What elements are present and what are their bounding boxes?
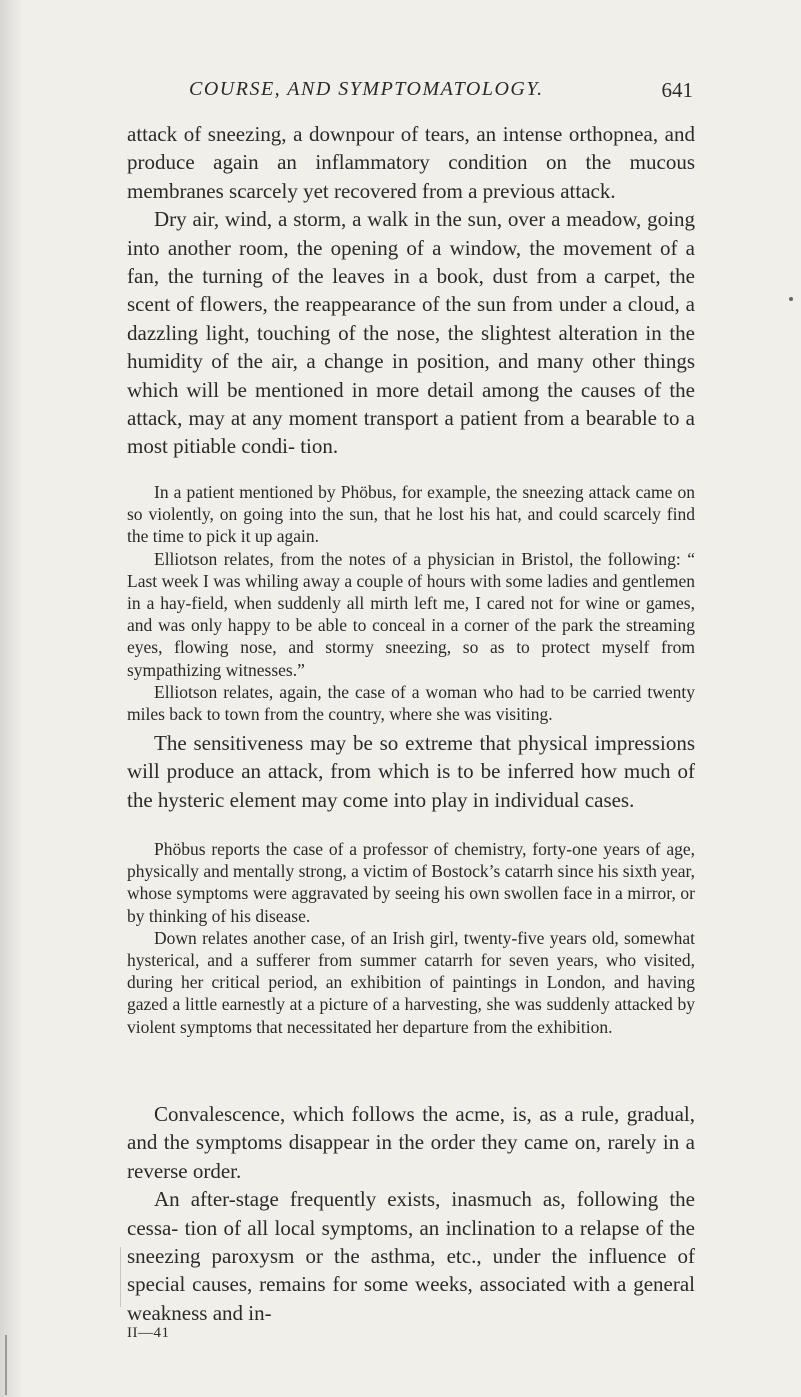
running-title: COURSE, AND SYMPTOMATOLOGY. [189, 78, 544, 100]
body-text-block-2 [127, 729, 695, 814]
paragraph-phobus-hat: In a patient mentioned by Phöbus, for example, the sneezing attack came on so violently, on going into the sun, that he lost his hat, and could scarcely find the time to pick it up again. [127, 482, 695, 547]
paragraph-convalescence: Convalescence, which follows the acme, is, as a rule, gradual, and the symptoms disappear in the order they came on, rarely in a reverse order. [127, 1102, 695, 1183]
body-text-block-1 [127, 120, 695, 461]
paragraph-continuation: attack of sneezing, a downpour of tears, an intense orthopnea, and produce again an inflammatory condition on the mucous membranes scarcely yet recovered from a previous attack. [127, 122, 695, 203]
paragraph-elliotson-bristol: Elliotson relates, from the notes of a physician in Bristol, the following: “ Last week I was whiling away a couple of hours with some ladies and gentlemen in a hay-field, when suddenly all mirth left me, I cared not for wine or games, and was only happy to be able to conceal in a corner of the park the streaming eyes, flowing nose, and stormy sneezing, so as to protect myself from sympathizing witnesses.” [127, 548, 695, 680]
signature-mark: II—41 [127, 1325, 170, 1341]
small-text-block-2 [127, 838, 695, 1038]
page-number: 641 [661, 78, 693, 102]
running-head [127, 78, 695, 104]
margin-mark [5, 1335, 7, 1395]
paragraph-sensitiveness: The sensitiveness may be so extreme that physical impressions will produce an attack, from which is to be inferred how much of the hysteric element may come into play in individual cases. [127, 731, 695, 812]
body-text-block-3 [127, 1100, 695, 1327]
margin-rule [120, 1247, 121, 1307]
paragraph-down-irish-girl: Down relates another case, of an Irish girl, twenty-five years old, somewhat hysterical, and a sufferer from summer catarrh for seven years, who visited, during her critical period, an exhibition of paintings in London, and having gazed a little earnestly at a picture of a harvesting, she was suddenly attacked by violent symptoms that necessitated her departure from the exhibition. [127, 927, 695, 1037]
paragraph-after-stage: An after-stage frequently exists, inasmuch as, following the cessa- tion of all local symptoms, an inclination to a relapse of the sneezing paroxysm or the asthma, etc., under the influence of special causes, remains for some weeks, associated with a general weakness and in- [127, 1187, 695, 1325]
page-edge-shadow [0, 0, 22, 1397]
paragraph-elliotson-woman: Elliotson relates, again, the case of a woman who had to be carried twenty miles back to town from the country, where she was visiting. [127, 681, 695, 725]
margin-dot [789, 297, 793, 301]
paragraph-causes: Dry air, wind, a storm, a walk in the sun, over a meadow, going into another room, the opening of a window, the movement of a fan, the turning of the leaves in a book, dust from a carpet, the scent of flowers, the reappearance of the sun from under a cloud, a dazzling light, touching of the nose, the slightest alteration in the humidity of the air, a change in position, and many other things which will be mentioned in more detail among the causes of the attack, may at any moment transport a patient from a bearable to a most pitiable condi- tion. [127, 207, 695, 459]
small-text-block-1 [127, 481, 695, 725]
paragraph-phobus-professor: Phöbus reports the case of a professor of chemistry, forty-one years of age, physically and mentally strong, a victim of Bostock’s catarrh since his sixth year, whose symptoms were aggravated by seeing his own swollen face in a mirror, or by thinking of his disease. [127, 839, 695, 926]
